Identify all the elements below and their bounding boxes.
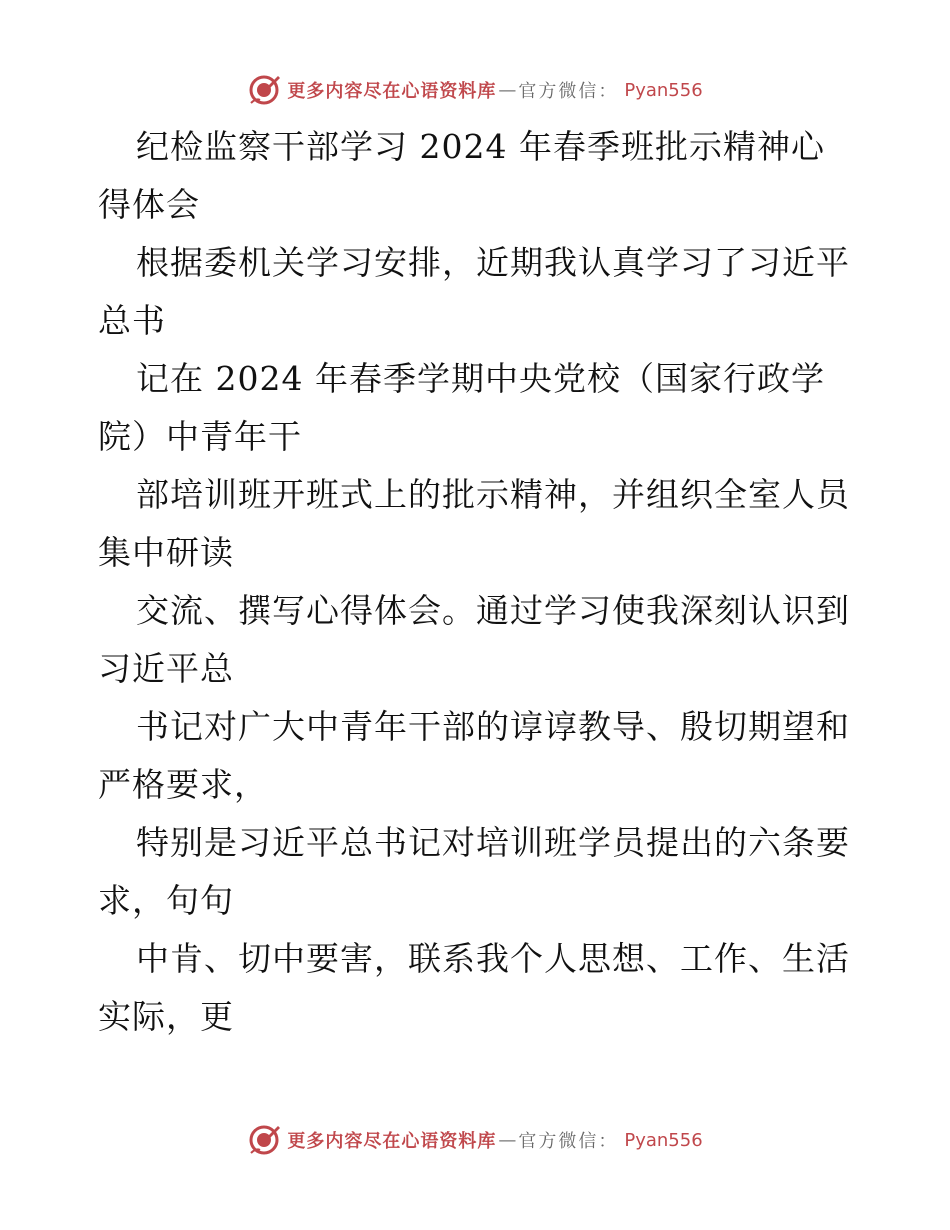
- footer-brand-text: 更多内容尽在心语资料库: [287, 1131, 497, 1152]
- header-dash: —: [498, 79, 517, 101]
- body-paragraph: 书记对广大中青年干部的谆谆教导、殷切期望和严格要求，: [98, 707, 850, 804]
- header-wechat-id: Pyan556: [624, 79, 703, 101]
- pen-logo-icon: [247, 1123, 281, 1157]
- body-paragraph: 中肯、切中要害，联系我个人思想、工作、生活实际，更: [98, 939, 850, 1036]
- document-title: 纪检监察干部学习 2024 年春季班批示精神心得体会: [98, 127, 825, 224]
- body-paragraph: 根据委机关学习安排，近期我认真学习了习近平总书: [98, 243, 850, 340]
- header-brand-text: 更多内容尽在心语资料库: [287, 81, 497, 102]
- body-paragraph: 部培训班开班式上的批示精神，并组织全室人员集中研读: [98, 475, 850, 572]
- footer-watermark-banner: [0, 1122, 950, 1158]
- body-paragraph: 交流、撰写心得体会。通过学习使我深刻认识到习近平总: [98, 591, 850, 688]
- document-body: [98, 118, 858, 1046]
- footer-dash: —: [498, 1129, 517, 1151]
- body-paragraph: 特别是习近平总书记对培训班学员提出的六条要求，句句: [98, 823, 850, 920]
- pen-logo-icon: [247, 73, 281, 107]
- header-wechat-label: 官方微信：: [518, 81, 619, 102]
- header-watermark-banner: [0, 72, 950, 108]
- footer-wechat-id: Pyan556: [624, 1129, 703, 1151]
- footer-wechat-label: 官方微信：: [518, 1131, 619, 1152]
- body-paragraph: 记在 2024 年春季学期中央党校（国家行政学院）中青年干: [98, 359, 825, 456]
